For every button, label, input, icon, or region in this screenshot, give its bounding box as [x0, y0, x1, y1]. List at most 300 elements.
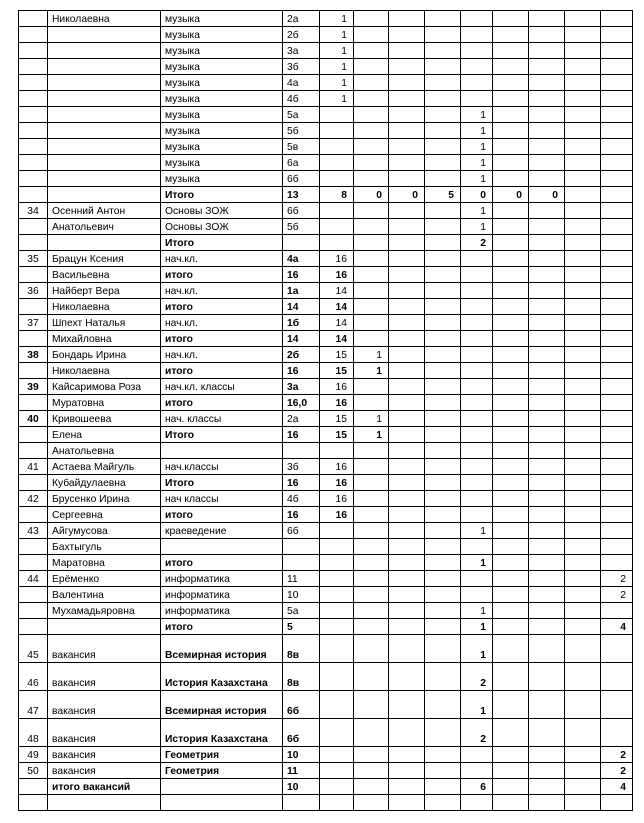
table-cell — [48, 795, 161, 811]
table-cell — [389, 635, 425, 663]
table-cell: 5а — [283, 107, 320, 123]
table-cell — [425, 347, 461, 363]
table-cell — [19, 363, 48, 379]
table-cell — [601, 379, 633, 395]
table-cell — [529, 11, 565, 27]
table-cell — [461, 427, 493, 443]
table-cell — [320, 139, 354, 155]
table-cell — [529, 427, 565, 443]
table-cell — [565, 719, 601, 747]
table-cell — [425, 719, 461, 747]
table-cell — [529, 75, 565, 91]
table-cell — [493, 235, 529, 251]
table-cell: 1 — [461, 523, 493, 539]
table-cell — [425, 539, 461, 555]
table-cell — [320, 155, 354, 171]
table-cell: 8в — [283, 635, 320, 663]
table-row — [19, 283, 633, 299]
table-cell — [425, 267, 461, 283]
table-cell: Кайсаримова Роза — [48, 379, 161, 395]
table-cell — [601, 299, 633, 315]
table-cell — [601, 363, 633, 379]
table-cell — [19, 171, 48, 187]
table-cell — [389, 267, 425, 283]
table-cell: итого — [161, 395, 283, 411]
table-cell — [425, 27, 461, 43]
table-cell: 0 — [493, 187, 529, 203]
table-cell — [565, 75, 601, 91]
table-cell — [565, 411, 601, 427]
table-row — [19, 347, 633, 363]
table-cell — [493, 11, 529, 27]
table-cell — [425, 235, 461, 251]
table-cell — [389, 75, 425, 91]
table-cell — [425, 427, 461, 443]
table-row — [19, 507, 633, 523]
table-cell: нач.кл. — [161, 315, 283, 331]
table-cell — [565, 379, 601, 395]
table-cell: 0 — [529, 187, 565, 203]
table-cell — [493, 379, 529, 395]
table-cell: вакансия — [48, 719, 161, 747]
table-cell — [601, 283, 633, 299]
table-cell — [493, 203, 529, 219]
table-row — [19, 555, 633, 571]
table-cell: 16 — [320, 395, 354, 411]
table-cell — [161, 795, 283, 811]
table-cell — [461, 491, 493, 507]
table-cell: Осенний Антон — [48, 203, 161, 219]
table-cell: 0 — [461, 187, 493, 203]
table-cell — [320, 123, 354, 139]
table-row — [19, 691, 633, 719]
table-cell — [19, 219, 48, 235]
table-cell: нач.кл. классы — [161, 379, 283, 395]
table-cell — [461, 59, 493, 75]
table-cell — [461, 283, 493, 299]
table-cell — [461, 347, 493, 363]
table-cell: 16 — [283, 507, 320, 523]
table-cell — [493, 779, 529, 795]
table-cell — [425, 395, 461, 411]
table-cell — [354, 155, 389, 171]
table-cell — [48, 123, 161, 139]
table-cell — [354, 555, 389, 571]
table-cell — [389, 491, 425, 507]
table-cell — [320, 719, 354, 747]
table-cell: 1 — [320, 75, 354, 91]
table-cell: Ерёменко — [48, 571, 161, 587]
table-cell — [493, 747, 529, 763]
workload-table — [18, 10, 633, 811]
table-cell: Итого — [161, 427, 283, 443]
table-cell: 1 — [461, 107, 493, 123]
table-cell — [283, 235, 320, 251]
table-body — [19, 11, 633, 811]
table-cell — [354, 315, 389, 331]
table-cell — [529, 443, 565, 459]
table-cell — [529, 411, 565, 427]
table-cell — [19, 139, 48, 155]
table-cell: 5в — [283, 139, 320, 155]
table-cell — [601, 123, 633, 139]
table-cell — [565, 779, 601, 795]
table-cell — [565, 635, 601, 663]
table-cell: 48 — [19, 719, 48, 747]
table-cell — [48, 155, 161, 171]
table-cell — [493, 555, 529, 571]
table-cell — [389, 443, 425, 459]
table-cell: Астаева Майгуль — [48, 459, 161, 475]
table-cell — [529, 719, 565, 747]
table-cell — [565, 283, 601, 299]
table-cell — [529, 747, 565, 763]
table-cell: 47 — [19, 691, 48, 719]
table-cell: итого — [161, 267, 283, 283]
table-cell: 1 — [461, 603, 493, 619]
table-cell — [565, 123, 601, 139]
table-row — [19, 171, 633, 187]
table-cell — [283, 539, 320, 555]
table-cell — [461, 11, 493, 27]
table-cell: Кривошеева — [48, 411, 161, 427]
table-cell: 44 — [19, 571, 48, 587]
table-cell — [601, 59, 633, 75]
table-cell — [19, 795, 48, 811]
table-cell — [493, 719, 529, 747]
table-cell — [529, 459, 565, 475]
table-cell: музыка — [161, 107, 283, 123]
table-cell — [425, 155, 461, 171]
table-cell — [529, 299, 565, 315]
table-cell — [529, 571, 565, 587]
table-cell — [354, 171, 389, 187]
table-cell — [320, 539, 354, 555]
table-cell — [354, 11, 389, 27]
table-cell — [529, 379, 565, 395]
table-cell — [493, 395, 529, 411]
table-cell — [19, 427, 48, 443]
table-cell — [529, 43, 565, 59]
table-cell: нач.кл. — [161, 283, 283, 299]
table-cell — [493, 427, 529, 443]
table-cell — [425, 635, 461, 663]
table-cell — [19, 587, 48, 603]
table-row — [19, 523, 633, 539]
table-cell — [161, 539, 283, 555]
table-cell: 16 — [320, 379, 354, 395]
table-cell — [529, 123, 565, 139]
table-row — [19, 619, 633, 635]
table-cell — [389, 555, 425, 571]
table-cell — [354, 123, 389, 139]
table-cell — [389, 283, 425, 299]
table-cell — [493, 139, 529, 155]
table-cell — [320, 555, 354, 571]
table-cell — [461, 251, 493, 267]
table-cell — [529, 635, 565, 663]
table-row — [19, 11, 633, 27]
table-cell: 1 — [461, 691, 493, 719]
table-cell — [493, 475, 529, 491]
table-cell: 10 — [283, 779, 320, 795]
table-cell — [389, 619, 425, 635]
table-cell: 3а — [283, 379, 320, 395]
table-cell: 6б — [283, 523, 320, 539]
table-cell — [389, 779, 425, 795]
table-cell — [493, 619, 529, 635]
table-cell — [493, 27, 529, 43]
table-cell — [565, 663, 601, 691]
table-cell — [425, 663, 461, 691]
table-cell — [425, 779, 461, 795]
table-cell — [354, 523, 389, 539]
table-cell — [354, 491, 389, 507]
table-cell: История Казахстана — [161, 663, 283, 691]
table-cell — [493, 491, 529, 507]
table-cell: Михайловна — [48, 331, 161, 347]
table-cell — [354, 203, 389, 219]
table-cell: 16,0 — [283, 395, 320, 411]
table-row — [19, 123, 633, 139]
table-row — [19, 139, 633, 155]
table-cell: музыка — [161, 91, 283, 107]
table-cell — [493, 219, 529, 235]
table-cell — [48, 59, 161, 75]
table-cell — [601, 523, 633, 539]
table-cell — [601, 11, 633, 27]
table-cell: История Казахстана — [161, 719, 283, 747]
table-cell — [529, 203, 565, 219]
table-cell: 40 — [19, 411, 48, 427]
table-cell — [493, 795, 529, 811]
table-cell: 1 — [320, 91, 354, 107]
table-row — [19, 219, 633, 235]
table-cell — [529, 779, 565, 795]
table-cell — [601, 555, 633, 571]
table-cell: Кубайдулаевна — [48, 475, 161, 491]
table-cell — [19, 507, 48, 523]
table-cell — [389, 251, 425, 267]
table-cell: 2б — [283, 347, 320, 363]
table-cell — [461, 539, 493, 555]
table-cell — [461, 475, 493, 491]
table-cell — [461, 411, 493, 427]
table-cell — [19, 27, 48, 43]
table-cell — [19, 59, 48, 75]
table-row — [19, 539, 633, 555]
table-cell — [389, 331, 425, 347]
table-cell — [283, 795, 320, 811]
table-cell — [354, 379, 389, 395]
table-cell — [529, 91, 565, 107]
table-cell — [493, 347, 529, 363]
table-cell: 2 — [461, 663, 493, 691]
table-cell — [529, 267, 565, 283]
table-cell: 16 — [283, 363, 320, 379]
table-cell — [493, 251, 529, 267]
table-cell: 6 — [461, 779, 493, 795]
table-cell — [425, 219, 461, 235]
table-cell: 16 — [320, 251, 354, 267]
table-cell: 3б — [283, 59, 320, 75]
table-cell — [565, 539, 601, 555]
table-cell: итого — [161, 555, 283, 571]
table-cell — [320, 235, 354, 251]
table-cell — [529, 283, 565, 299]
table-cell — [354, 91, 389, 107]
table-cell: 1 — [461, 219, 493, 235]
table-cell — [461, 571, 493, 587]
table-cell: Геометрия — [161, 747, 283, 763]
table-cell: 4 — [601, 779, 633, 795]
table-cell: итого вакансий — [48, 779, 161, 795]
table-cell — [565, 459, 601, 475]
table-row — [19, 203, 633, 219]
table-cell: 15 — [320, 363, 354, 379]
table-cell — [425, 43, 461, 59]
table-cell: итого — [161, 363, 283, 379]
table-cell — [493, 331, 529, 347]
table-cell — [354, 763, 389, 779]
table-cell — [425, 251, 461, 267]
table-cell: 1 — [320, 43, 354, 59]
table-cell — [493, 411, 529, 427]
table-cell — [354, 27, 389, 43]
table-cell — [389, 11, 425, 27]
table-cell — [493, 283, 529, 299]
table-cell — [493, 523, 529, 539]
table-cell — [461, 747, 493, 763]
table-row — [19, 763, 633, 779]
table-cell: Васильевна — [48, 267, 161, 283]
table-cell: вакансия — [48, 747, 161, 763]
table-cell: Геометрия — [161, 763, 283, 779]
table-cell — [565, 763, 601, 779]
table-cell: 1 — [461, 171, 493, 187]
table-cell — [19, 443, 48, 459]
table-cell — [529, 539, 565, 555]
table-cell — [493, 267, 529, 283]
table-cell: 1 — [461, 555, 493, 571]
table-row — [19, 475, 633, 491]
table-cell — [320, 571, 354, 587]
table-row — [19, 267, 633, 283]
table-cell — [389, 171, 425, 187]
table-cell — [565, 27, 601, 43]
table-cell — [565, 475, 601, 491]
table-cell — [529, 523, 565, 539]
table-cell — [425, 795, 461, 811]
table-cell: 2 — [461, 719, 493, 747]
table-cell — [565, 571, 601, 587]
table-cell — [565, 267, 601, 283]
table-cell: музыка — [161, 43, 283, 59]
table-cell — [461, 795, 493, 811]
table-cell: 2 — [601, 571, 633, 587]
table-cell — [389, 315, 425, 331]
table-cell — [48, 27, 161, 43]
table-cell — [354, 719, 389, 747]
table-cell: 2а — [283, 411, 320, 427]
table-cell — [425, 443, 461, 459]
table-cell — [48, 91, 161, 107]
table-cell — [529, 475, 565, 491]
table-cell — [493, 155, 529, 171]
table-row — [19, 491, 633, 507]
table-cell — [529, 315, 565, 331]
table-cell: 15 — [320, 411, 354, 427]
table-cell — [389, 719, 425, 747]
table-cell — [320, 443, 354, 459]
table-cell — [565, 91, 601, 107]
table-cell: 14 — [283, 331, 320, 347]
table-cell — [601, 155, 633, 171]
table-cell — [19, 475, 48, 491]
table-cell — [493, 691, 529, 719]
table-cell: вакансия — [48, 635, 161, 663]
table-cell — [493, 763, 529, 779]
table-cell — [19, 235, 48, 251]
table-cell — [425, 171, 461, 187]
table-cell — [493, 663, 529, 691]
table-cell — [19, 395, 48, 411]
table-row — [19, 459, 633, 475]
table-cell: Шпехт Наталья — [48, 315, 161, 331]
table-cell: итого — [161, 619, 283, 635]
table-cell — [461, 395, 493, 411]
table-cell — [529, 491, 565, 507]
table-cell: 3б — [283, 459, 320, 475]
table-cell — [461, 363, 493, 379]
table-cell — [601, 315, 633, 331]
table-cell — [493, 571, 529, 587]
table-cell — [320, 663, 354, 691]
table-cell — [565, 203, 601, 219]
table-cell — [493, 459, 529, 475]
table-cell — [389, 299, 425, 315]
table-cell — [529, 27, 565, 43]
table-cell: музыка — [161, 123, 283, 139]
table-cell: 1 — [354, 363, 389, 379]
table-cell — [529, 59, 565, 75]
table-cell — [601, 331, 633, 347]
table-cell — [389, 139, 425, 155]
table-cell: 16 — [283, 475, 320, 491]
table-cell: 13 — [283, 187, 320, 203]
table-cell: 2 — [461, 235, 493, 251]
table-cell — [601, 171, 633, 187]
table-cell — [461, 75, 493, 91]
table-cell: Найберт Вера — [48, 283, 161, 299]
table-cell — [389, 107, 425, 123]
table-cell — [601, 475, 633, 491]
table-cell: 8в — [283, 663, 320, 691]
table-cell — [425, 59, 461, 75]
table-cell — [425, 747, 461, 763]
table-cell — [493, 107, 529, 123]
table-cell — [425, 107, 461, 123]
table-cell — [19, 75, 48, 91]
table-cell — [48, 235, 161, 251]
table-cell — [389, 43, 425, 59]
table-cell — [354, 795, 389, 811]
table-cell — [565, 555, 601, 571]
table-cell — [19, 43, 48, 59]
table-cell — [461, 443, 493, 459]
table-cell — [529, 763, 565, 779]
table-cell — [425, 587, 461, 603]
